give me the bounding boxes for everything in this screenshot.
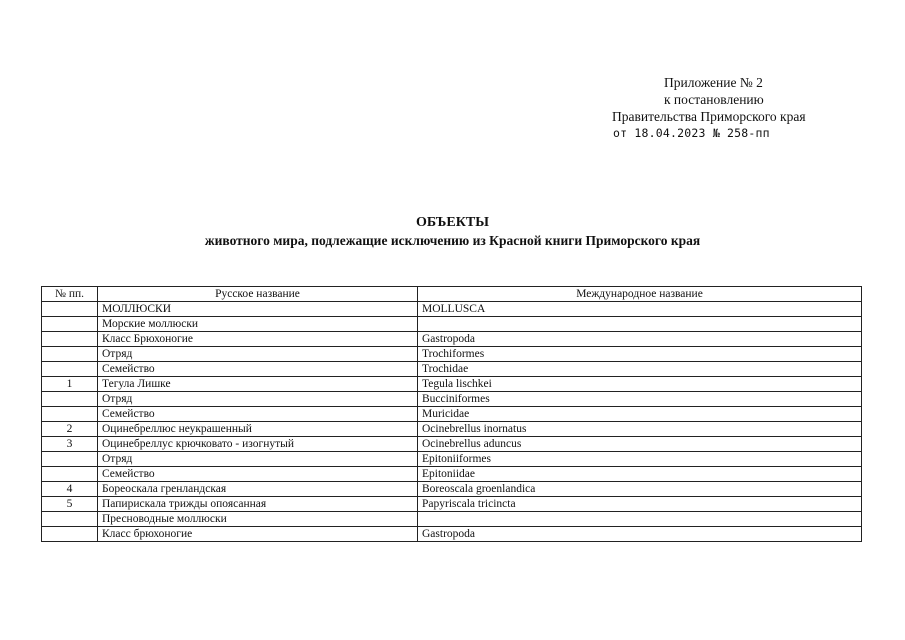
table-row: [42, 422, 862, 437]
international-name: Gastropoda: [418, 332, 862, 347]
table-row: [42, 482, 862, 497]
appendix-number: Приложение № 2: [664, 75, 763, 90]
russian-name: Отряд: [98, 347, 418, 362]
row-number: [42, 467, 98, 482]
russian-name: Оцинебреллус крючковато - изогнутый: [98, 437, 418, 452]
russian-name: Оцинебреллюс неукрашенный: [98, 422, 418, 437]
international-name: Tegula lischkei: [418, 377, 862, 392]
international-name: Bucciniformes: [418, 392, 862, 407]
row-number: 5: [42, 497, 98, 512]
row-number: [42, 512, 98, 527]
table-row: [42, 392, 862, 407]
row-number: 3: [42, 437, 98, 452]
table-header-row: [42, 287, 862, 302]
international-name: Ocinebrellus inornatus: [418, 422, 862, 437]
header-russian-name: Русское название: [98, 287, 418, 302]
table-row: [42, 407, 862, 422]
international-name: Ocinebrellus aduncus: [418, 437, 862, 452]
table-row: [42, 467, 862, 482]
international-name: Papyriscala tricincta: [418, 497, 862, 512]
table-row: [42, 377, 862, 392]
russian-name: Класс Брюхоногие: [98, 332, 418, 347]
russian-name: Тегула Лишке: [98, 377, 418, 392]
russian-name: МОЛЛЮСКИ: [98, 302, 418, 317]
russian-name: Отряд: [98, 392, 418, 407]
table-row: [42, 362, 862, 377]
international-name: Boreoscala groenlandica: [418, 482, 862, 497]
row-number: [42, 302, 98, 317]
appendix-header: [612, 74, 842, 142]
russian-name: Морские моллюски: [98, 317, 418, 332]
table-row: [42, 302, 862, 317]
russian-name: Пресноводные моллюски: [98, 512, 418, 527]
table-row: [42, 452, 862, 467]
international-name: [418, 512, 862, 527]
russian-name: Бореоскала гренландская: [98, 482, 418, 497]
row-number: [42, 332, 98, 347]
appendix-reference: к постановлению: [664, 92, 764, 107]
international-name: Trochiformes: [418, 347, 862, 362]
international-name: Trochidae: [418, 362, 862, 377]
row-number: [42, 452, 98, 467]
table-row: [42, 317, 862, 332]
row-number: [42, 317, 98, 332]
table-row: [42, 527, 862, 542]
international-name: Muricidae: [418, 407, 862, 422]
title-main: ОБЪЕКТЫ: [416, 215, 489, 230]
international-name: MOLLUSCA: [418, 302, 862, 317]
title-subtitle: животного мира, подлежащие исключению из Красной книги Приморского края: [204, 233, 701, 248]
table-row: [42, 497, 862, 512]
header-international-name: Международное название: [418, 287, 862, 302]
appendix-authority: Правительства Приморского края: [612, 109, 806, 124]
russian-name: Класс брюхоногие: [98, 527, 418, 542]
row-number: [42, 407, 98, 422]
row-number: 2: [42, 422, 98, 437]
russian-name: Семейство: [98, 407, 418, 422]
russian-name: Папирискала трижды опоясанная: [98, 497, 418, 512]
russian-name: Семейство: [98, 467, 418, 482]
row-number: [42, 362, 98, 377]
row-number: 1: [42, 377, 98, 392]
international-name: Epitoniiformes: [418, 452, 862, 467]
table-row: [42, 347, 862, 362]
row-number: [42, 392, 98, 407]
row-number: [42, 347, 98, 362]
table-row: [42, 512, 862, 527]
table-row: [42, 437, 862, 452]
species-table: [41, 286, 862, 542]
international-name: Gastropoda: [418, 527, 862, 542]
row-number: 4: [42, 482, 98, 497]
russian-name: Отряд: [98, 452, 418, 467]
table-row: [42, 332, 862, 347]
appendix-date-number: от 18.04.2023 № 258-пп: [613, 126, 770, 140]
row-number: [42, 527, 98, 542]
header-number: № пп.: [42, 287, 98, 302]
international-name: [418, 317, 862, 332]
russian-name: Семейство: [98, 362, 418, 377]
international-name: Epitoniidae: [418, 467, 862, 482]
